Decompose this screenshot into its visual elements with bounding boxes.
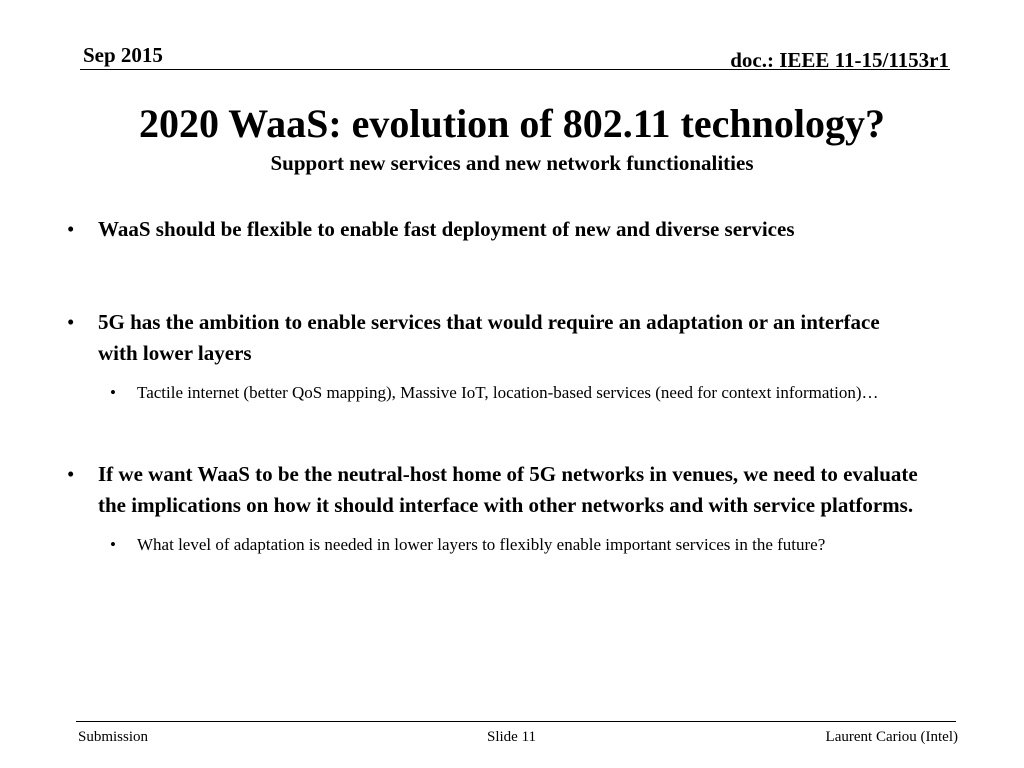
slide-content xyxy=(62,208,922,557)
bullet-item xyxy=(62,301,922,375)
subbullet-item xyxy=(62,533,922,557)
bullet-item xyxy=(62,208,922,251)
slide-title: 2020 WaaS: evolution of 802.11 technology? xyxy=(139,101,885,146)
bullet-item xyxy=(62,453,922,527)
bullet-text: WaaS should be flexible to enable fast deployment of new and diverse services xyxy=(98,217,795,241)
footer-submission: Submission xyxy=(78,729,149,745)
bullet-dot-icon: • xyxy=(67,310,75,334)
footer-slide-number: Slide 11 xyxy=(487,729,537,745)
header-date: Sep 2015 xyxy=(83,43,163,67)
bullet-text: If we want WaaS to be the neutral-host home of 5G networks in venues, we need to evaluate the implications on how it should interface with other networks and with service platforms. xyxy=(98,462,918,517)
footer-author: Laurent Cariou (Intel) xyxy=(825,729,958,745)
bullet-dot-icon: • xyxy=(67,217,75,241)
bullet-text: 5G has the ambition to enable services that would require an adaptation or an interface with lower layers xyxy=(98,310,880,365)
subbullet-text: Tactile internet (better QoS mapping), Massive IoT, location-based services (need for context information)… xyxy=(137,383,879,402)
header-divider xyxy=(80,69,950,70)
subbullet-text: What level of adaptation is needed in lower layers to flexibly enable important services in the future? xyxy=(137,535,826,554)
subbullet-dot-icon: • xyxy=(110,383,116,402)
subbullet-item xyxy=(62,381,922,405)
slide-subtitle: Support new services and new network functionalities xyxy=(270,151,754,175)
header-doc-id: doc.: IEEE 11-15/1153r1 xyxy=(730,48,949,72)
bullet-dot-icon: • xyxy=(67,462,75,486)
footer-divider xyxy=(76,721,956,722)
subbullet-dot-icon: • xyxy=(110,535,116,554)
